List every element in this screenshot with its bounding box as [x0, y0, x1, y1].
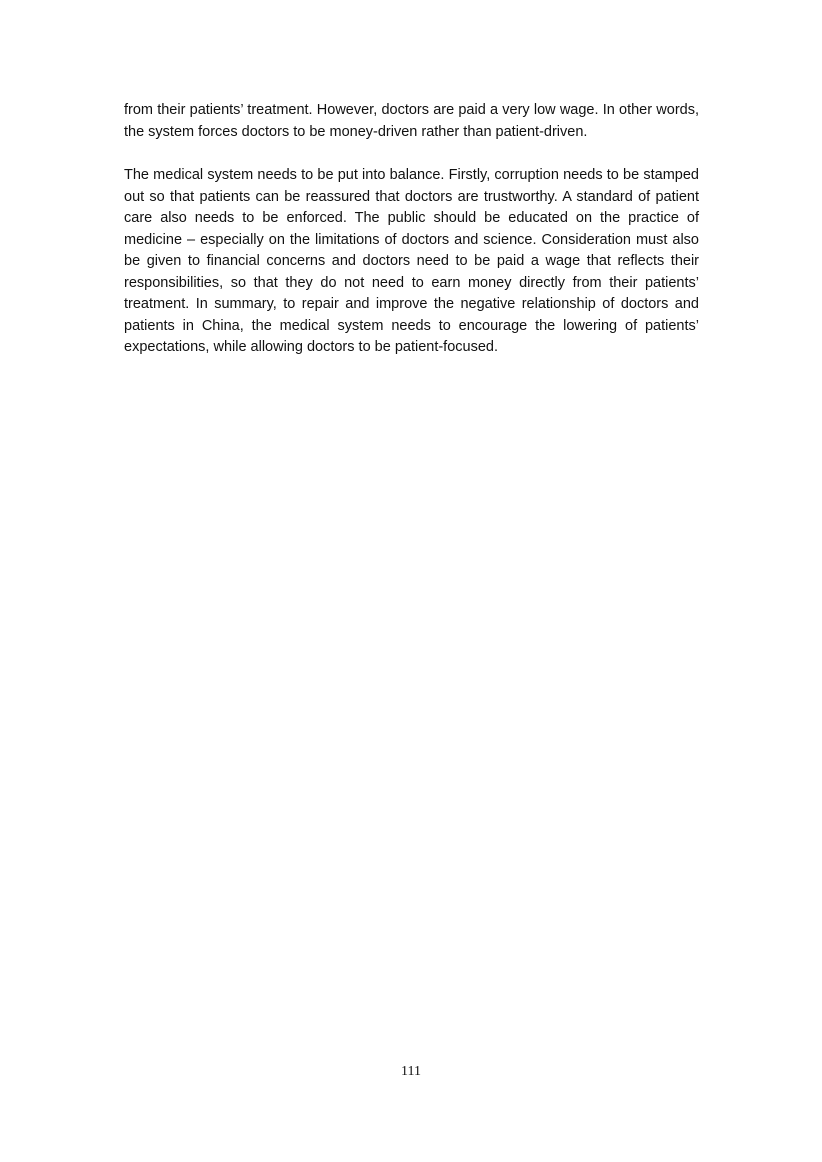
- body-paragraph-2: The medical system needs to be put into balance. Firstly, corruption needs to be stamped out so that patients can be reassured that doctors are trustworthy. A standard of patient care also needs to be enforced. The public should be educated on the practice of medicine – especially on the limitations of doctors and science. Consideration must also be given to financial concerns and doctors need to be paid a wage that reflects their responsibilities, so that they do not need to earn money directly from their patients’ treatment. In summary, to repair and improve the negative relationship of doctors and patients in China, the medical system needs to encourage the lowering of patients’ expectations, while allowing doctors to be patient-focused.: [124, 167, 699, 355]
- body-paragraph-1: from their patients’ treatment. However, doctors are paid a very low wage. In other words, the system forces doctors to be money-driven rather than patient-driven.: [124, 102, 699, 140]
- page-number: 111: [401, 1064, 421, 1079]
